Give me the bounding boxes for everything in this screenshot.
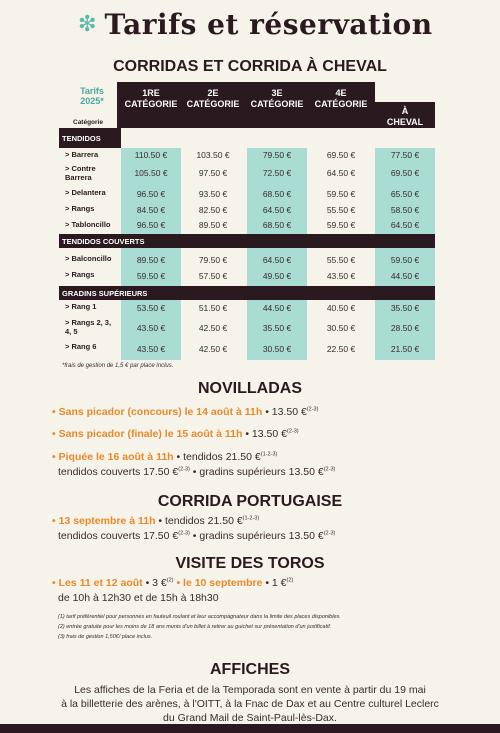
price-cell: 89.50 €: [136, 254, 166, 265]
row-label: > Barrera: [65, 150, 99, 159]
price-cell: 69.50 €: [390, 167, 420, 178]
categorie-label: Catégorie: [73, 119, 103, 126]
price-cell: 21.50 €: [390, 343, 420, 354]
price-cell: 69.50 €: [326, 149, 356, 160]
price-cell: 82.50 €: [198, 204, 228, 215]
price-cell: 59.50 €: [326, 188, 356, 199]
row-label: > Rangs 2, 3, 4, 5: [65, 318, 112, 336]
novillada-line-3: • Piquée le 16 août à 11h • tendidos 21.50 €$^{(1-2-3)}$: [52, 451, 278, 463]
price-cell: 110.50 €: [134, 149, 168, 160]
price-cell: 30.50 €: [262, 343, 292, 354]
flower-icon: ❇: [78, 11, 97, 36]
price-cell: 44.50 €: [262, 302, 292, 313]
price-cell: 53.50 €: [136, 302, 166, 313]
novillada-line-2: • Sans picador (finale) le 15 août à 11h • 13.50 €$^{(2-3)}$: [52, 428, 299, 440]
price-cell: 43.50 €: [136, 343, 166, 354]
price-cell: 59.50 €: [390, 254, 420, 265]
section-title: TENDIDOS COUVERTS: [62, 237, 145, 246]
price-cell: 89.50 €: [198, 219, 228, 230]
portugaise-line-1: • 13 septembre à 11h • tendidos 21.50 €$^{(1-2-3)}$: [52, 515, 260, 527]
bottom-band: [0, 724, 500, 733]
column-header: 4E CATÉGORIE: [314, 88, 368, 109]
novilladas-heading: NOVILLADAS: [198, 380, 302, 397]
price-cell: 79.50 €: [198, 254, 228, 265]
pricing-table: [59, 82, 424, 362]
price-cell: 59.50 €: [136, 270, 166, 281]
column-header: 3E CATÉGORIE: [250, 88, 304, 109]
price-cell: 97.50 €: [198, 167, 228, 178]
price-cell: 43.50 €: [136, 322, 166, 333]
price-cell: 42.50 €: [198, 343, 228, 354]
price-cell: 42.50 €: [198, 322, 228, 333]
section-title: GRADINS SUPÉRIEURS: [62, 289, 148, 298]
column-header: À CHEVAL: [386, 106, 424, 127]
row-label: > Contre Barrera: [65, 164, 96, 182]
toros-line-1: • Les 11 et 12 août • 3 €$^{(2)}$ • le 10 septembre • 1 €$^{(2)}$: [52, 577, 294, 589]
corridas-heading: CORRIDAS ET CORRIDA À CHEVAL: [113, 58, 387, 75]
column-header: 1RE CATÉGORIE: [124, 88, 178, 109]
price-cell: 43.50 €: [326, 270, 356, 281]
row-label: > Rang 1: [65, 302, 97, 311]
price-cell: 35.50 €: [390, 302, 420, 313]
row-label: > Balconcillo: [65, 254, 112, 263]
price-cell: 55.50 €: [326, 254, 356, 265]
section-title: TENDIDOS: [62, 134, 101, 143]
row-label: > Rangs: [65, 270, 95, 279]
portugaise-line-2: tendidos couverts 17.50 €$^{(2-3)}$ • gradins supérieurs 13.50 €$^{(2-3)}$: [58, 530, 336, 542]
price-cell: 65.50 €: [390, 188, 420, 199]
price-cell: 22.50 €: [326, 343, 356, 354]
price-cell: 28.50 €: [390, 322, 420, 333]
price-cell: 68.50 €: [262, 188, 292, 199]
affiches-text: Les affiches de la Feria et de la Temporada sont en vente à partir du 19 mai à la billetterie des arènes, à l'OITT, à la Fnac de Dax et au Centre culturel Leclerc du Grand Mail de Saint-Paul-lès-Dax.: [61, 684, 439, 724]
price-cell: 105.50 €: [134, 167, 168, 178]
price-cell: 51.50 €: [198, 302, 228, 313]
price-cell: 103.50 €: [196, 149, 230, 160]
price-cell: 96.50 €: [136, 219, 166, 230]
affiches-heading: AFFICHES: [210, 661, 290, 678]
price-cell: 64.50 €: [262, 204, 292, 215]
portugaise-heading: CORRIDA PORTUGAISE: [157, 493, 343, 510]
price-cell: 64.50 €: [262, 254, 292, 265]
price-cell: 68.50 €: [262, 219, 292, 230]
price-cell: 40.50 €: [326, 302, 356, 313]
price-cell: 64.50 €: [390, 219, 420, 230]
row-label: > Delantera: [65, 188, 106, 197]
price-cell: 59.50 €: [326, 219, 356, 230]
row-label: > Rang 6: [65, 342, 97, 351]
toros-heading: VISITE DES TOROS: [175, 555, 325, 572]
price-cell: 35.50 €: [262, 322, 292, 333]
price-cell: 57.50 €: [198, 270, 228, 281]
tarifs-label: Tarifs 2025*: [80, 86, 104, 106]
column-header: 2E CATÉGORIE: [186, 88, 240, 109]
page-title-text: Tarifs et réservation: [104, 7, 433, 41]
row-label: > Rangs: [65, 204, 95, 213]
price-cell: 93.50 €: [198, 188, 228, 199]
price-cell: 79.50 €: [262, 149, 292, 160]
price-cell: 58.50 €: [390, 204, 420, 215]
price-cell: 96.50 €: [136, 188, 166, 199]
price-cell: 44.50 €: [390, 270, 420, 281]
price-cell: 64.50 €: [326, 167, 356, 178]
price-cell: 30.50 €: [326, 322, 356, 333]
footnote-2: (2) entrée gratuite pour les moins de 18 ans munis d'un billet à retirer au guichet sur présentation d'un justificatif.: [58, 624, 332, 630]
price-cell: 72.50 €: [262, 167, 292, 178]
novillada-line-4: tendidos couverts 17.50 €$^{(2-3)}$ • gradins supérieurs 13.50 €$^{(2-3)}$: [58, 466, 336, 478]
novillada-line-1: • Sans picador (concours) le 14 août à 11h • 13.50 €$^{(2-3)}$: [52, 406, 319, 418]
page-title: [78, 4, 433, 44]
footnote-1: (1) tarif préférentiel pour personnes en fauteuil roulant et leur accompagnateur dans la limite des places disponibles.: [58, 614, 341, 620]
price-cell: 49.50 €: [262, 270, 292, 281]
toros-line-2: de 10h à 12h30 et de 15h à 18h30: [58, 592, 219, 604]
price-cell: 55.50 €: [326, 204, 356, 215]
table-footnote: *frais de gestion de 1,5 € par place inclus.: [62, 363, 174, 369]
price-cell: 84.50 €: [136, 204, 166, 215]
price-cell: 77.50 €: [390, 149, 420, 160]
footnote-3: (3) frais de gestion 1,50€/ place inclus.: [58, 634, 153, 640]
row-label: > Tabloncillo: [65, 220, 111, 229]
